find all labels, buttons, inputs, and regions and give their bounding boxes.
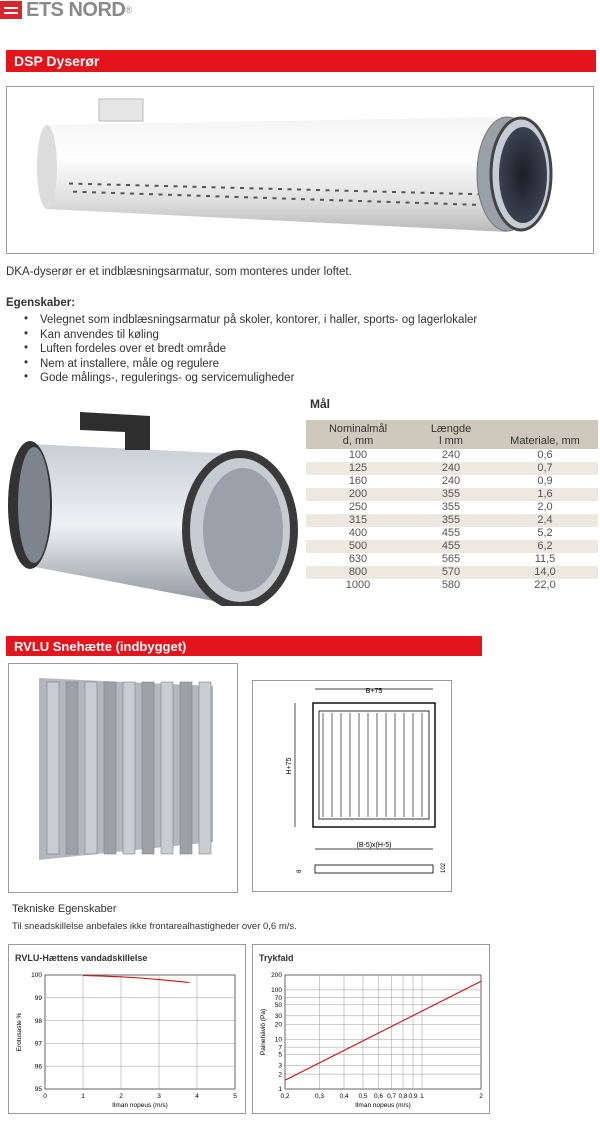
table-cell: 2,0 <box>537 501 553 513</box>
width-dimension-label: B+75 <box>365 688 383 695</box>
perforation-hole <box>292 198 296 200</box>
y-tick-label: 50 <box>274 1002 282 1010</box>
plot-area <box>45 975 235 1089</box>
perforation-hole <box>73 191 77 193</box>
depth-dimension-label: 102 <box>441 862 447 873</box>
x-axis-label: Ilman nopeus (m/s) <box>355 1102 411 1109</box>
louver-blade <box>123 682 135 854</box>
perforation-hole <box>102 192 106 194</box>
perforation-hole <box>330 199 334 201</box>
perforation-hole <box>107 184 111 186</box>
louver-blade <box>66 682 78 854</box>
brand-registered-mark: ® <box>125 5 132 15</box>
perforation-hole <box>216 195 220 197</box>
perforation-hole <box>240 187 244 189</box>
chart-title: RVLU-Hættens vandadskillelse <box>15 953 148 963</box>
louver-image <box>9 664 237 892</box>
perforation-hole <box>178 194 182 196</box>
chart-pressure-drop-frame <box>252 944 490 1114</box>
table-row <box>306 462 598 475</box>
list-item: • Luften fordeles over et bredt område <box>22 343 477 358</box>
table-cell: 240 <box>410 462 492 475</box>
table-cell: 355 <box>441 501 461 513</box>
perforation-hole <box>402 191 406 193</box>
louver-blade <box>85 682 97 854</box>
perforation-hole <box>307 189 311 191</box>
perforation-hole <box>269 188 273 190</box>
table-cell: 800 <box>306 566 410 579</box>
perforation-hole <box>392 191 396 193</box>
perforation-hole <box>430 192 434 194</box>
perforation-hole <box>449 192 453 194</box>
table-row <box>306 579 598 592</box>
perforation-hole <box>168 194 172 196</box>
y-tick-label: 70 <box>274 994 282 1002</box>
tech-heading: Tekniske Egenskaber <box>12 903 117 915</box>
chart-water-separation <box>9 945 245 1113</box>
table-cell: 240 <box>441 449 461 461</box>
perforation-hole <box>235 196 239 198</box>
y-tick-label: 7 <box>278 1044 282 1052</box>
louver-blade <box>180 682 192 854</box>
table-cell: 240 <box>441 475 461 487</box>
table-cell: 455 <box>410 540 492 553</box>
perforation-hole <box>231 187 235 189</box>
perforation-hole <box>193 186 197 188</box>
technical-drawing-frame <box>252 680 452 892</box>
col-material-header: Materiale, mm <box>492 420 598 449</box>
perforation-hole <box>345 190 349 192</box>
y-tick-label: 99 <box>34 995 42 1002</box>
perforation-hole <box>425 202 429 204</box>
chart-title: Trykfald <box>259 953 294 963</box>
table-cell: 0,6 <box>537 449 553 461</box>
y-tick-label: 100 <box>31 972 42 980</box>
tech-note: Til sneadskillelse anbefales ikke frontarealhastigheder over 0,6 m/s. <box>12 921 297 932</box>
x-tick-label: 3 <box>157 1093 161 1100</box>
perforation-hole <box>111 192 115 194</box>
perforation-hole <box>316 189 320 191</box>
plot-area <box>285 975 481 1089</box>
y-tick-label: 100 <box>271 987 282 995</box>
perforation-hole <box>278 188 282 190</box>
perforation-hole <box>126 184 130 186</box>
perforation-hole <box>297 189 301 191</box>
perforation-hole <box>159 194 163 196</box>
x-axis-label: Ilman nopeus (m/s) <box>112 1102 168 1109</box>
table-cell: 355 <box>410 488 492 501</box>
perforation-hole <box>197 195 201 197</box>
perforation-hole <box>69 183 73 185</box>
product-photo-frame <box>6 86 594 254</box>
perforation-hole <box>326 189 330 191</box>
table-row <box>306 514 598 527</box>
y-tick-label: 97 <box>34 1040 42 1048</box>
perforation-hole <box>254 197 258 199</box>
y-tick-label: 95 <box>34 1086 42 1094</box>
table-row <box>306 566 598 579</box>
table-cell: 0,7 <box>492 462 598 475</box>
col-nominal-header: Nominalmål d, mm <box>306 420 410 449</box>
table-header-row <box>306 420 598 449</box>
perforation-hole <box>92 191 96 193</box>
perforation-hole <box>164 185 168 187</box>
perforation-hole <box>145 185 149 187</box>
perforation-hole <box>368 200 372 202</box>
perforation-hole <box>174 185 178 187</box>
list-item: • Velegnet som indblæsningsarmatur på skoler, kontorer, i haller, sports- og lagerlokaler <box>22 314 477 329</box>
height-dimension-label: H+75 <box>286 757 293 775</box>
perforation-hole <box>364 190 368 192</box>
table-cell: 565 <box>441 553 461 565</box>
x-tick-label: 4 <box>195 1093 199 1100</box>
table-cell: 2,4 <box>492 514 598 527</box>
x-tick-label: 0,8 <box>398 1093 408 1100</box>
perforation-hole <box>212 186 216 188</box>
table-row <box>306 540 598 553</box>
perforation-hole <box>136 184 140 186</box>
x-tick-label: 0,4 <box>339 1093 349 1100</box>
nozzle-duct-image <box>7 87 593 253</box>
y-axis-label: Erotusaste % <box>16 1012 23 1052</box>
table-row <box>306 527 598 540</box>
perforation-hole <box>320 199 324 201</box>
table-cell: 455 <box>441 527 461 539</box>
y-tick-label: 3 <box>278 1062 282 1070</box>
brand-logo <box>0 0 132 20</box>
table-cell: 6,2 <box>492 540 598 553</box>
louver-blade <box>104 682 116 854</box>
y-tick-label: 10 <box>274 1036 282 1044</box>
perforation-hole <box>311 198 315 200</box>
y-tick-label: 2 <box>278 1071 282 1079</box>
x-tick-label: 0,6 <box>373 1093 384 1100</box>
perforation-hole <box>79 183 83 185</box>
technical-drawing <box>253 681 451 891</box>
perforation-hole <box>263 197 267 199</box>
col-length-header: Længde l mm <box>410 420 492 449</box>
louver-blade <box>161 682 173 854</box>
logo-mark-icon <box>0 1 22 19</box>
y-tick-label: 200 <box>271 972 282 980</box>
perforation-hole <box>472 204 476 206</box>
perforation-hole <box>288 188 292 190</box>
x-tick-label: 1 <box>420 1093 424 1100</box>
section-title-dsp: DSP Dyserør <box>6 50 596 72</box>
perforation-hole <box>459 193 463 195</box>
list-item: • Nem at installere, måle og regulere <box>22 358 477 373</box>
y-axis-label: Painehäviö (Pa) <box>260 1008 267 1056</box>
table-cell: 630 <box>348 553 368 565</box>
perforation-hole <box>387 201 391 203</box>
table-cell: 1,6 <box>492 488 598 501</box>
perforation-hole <box>121 192 125 194</box>
table-cell: 580 <box>441 579 461 591</box>
perforation-hole <box>354 190 358 192</box>
perforation-hole <box>206 195 210 197</box>
perforation-hole <box>187 194 191 196</box>
perforation-hole <box>349 200 353 202</box>
y-tick-label: 1 <box>278 1086 282 1094</box>
y-tick-label: 30 <box>274 1013 282 1021</box>
perforation-hole <box>440 192 444 194</box>
louver-blade <box>142 682 154 854</box>
table-cell: 5,2 <box>537 527 553 539</box>
perforation-hole <box>463 203 467 205</box>
perforation-hole <box>117 184 121 186</box>
perforation-hole <box>415 202 419 204</box>
table-cell: 200 <box>306 488 410 501</box>
chart-water-separation-frame <box>8 944 246 1114</box>
louver-blade <box>47 682 59 854</box>
x-tick-label: 0,9 <box>408 1093 418 1100</box>
features-heading: Egenskaber: <box>6 297 76 309</box>
list-item: • Gode målings-, regulerings- og servicemuligheder <box>22 372 477 387</box>
features-list <box>22 314 477 387</box>
perforation-hole <box>421 192 425 194</box>
section-title-rvlu: RVLU Snehætte (indbygget) <box>6 636 482 656</box>
perforation-hole <box>202 186 206 188</box>
list-item: • Kan anvendes til køling <box>22 329 477 344</box>
table-cell: 355 <box>410 514 492 527</box>
table-cell: 14,0 <box>492 566 598 579</box>
x-tick-label: 0,2 <box>280 1093 290 1100</box>
x-tick-label: 5 <box>233 1093 237 1100</box>
table-cell: 315 <box>306 514 410 527</box>
perforation-hole <box>250 187 254 189</box>
y-tick-label: 98 <box>34 1017 42 1025</box>
perforation-hole <box>149 193 153 195</box>
x-tick-label: 2 <box>479 1093 483 1100</box>
y-tick-label: 20 <box>274 1021 282 1029</box>
table-cell: 22,0 <box>534 579 556 591</box>
table-cell: 11,5 <box>534 553 556 565</box>
intro-text: DKA-dyserør er et indblæsningsarmatur, som monteres under loftet. <box>6 266 352 278</box>
side-dimension-label: 8 <box>297 869 303 873</box>
perforation-hole <box>358 200 362 202</box>
perforation-hole <box>273 197 277 199</box>
chart-pressure-drop <box>253 945 489 1113</box>
perforation-hole <box>259 188 263 190</box>
louver-blade <box>199 682 211 854</box>
y-tick-label: 5 <box>278 1051 282 1059</box>
table-cell: 250 <box>348 501 368 513</box>
table-row <box>306 553 598 566</box>
perforation-hole <box>244 196 248 198</box>
perforation-hole <box>221 187 225 189</box>
table-row <box>306 449 598 462</box>
damper-image <box>0 406 302 606</box>
perforation-hole <box>301 198 305 200</box>
x-tick-label: 0,5 <box>358 1093 368 1100</box>
perforation-hole <box>98 183 102 185</box>
perforation-hole <box>406 202 410 204</box>
x-tick-label: 1 <box>81 1093 85 1100</box>
brand-name: ETS NORD <box>26 0 126 21</box>
y-tick-label: 96 <box>34 1063 42 1071</box>
perforation-hole <box>83 191 87 193</box>
perforation-hole <box>396 201 400 203</box>
perforation-hole <box>155 185 159 187</box>
perforation-hole <box>453 203 457 205</box>
table-cell: 400 <box>348 527 368 539</box>
perforation-hole <box>130 193 134 195</box>
table-cell: 0,9 <box>537 475 553 487</box>
perforation-hole <box>183 186 187 188</box>
louver-photo-frame <box>8 663 238 893</box>
x-tick-label: 0,7 <box>387 1093 397 1100</box>
table-cell: 570 <box>410 566 492 579</box>
perforation-hole <box>282 198 286 200</box>
perforation-hole <box>88 183 92 185</box>
table-row <box>306 475 598 488</box>
perforation-hole <box>444 203 448 205</box>
table-cell: 125 <box>306 462 410 475</box>
perforation-hole <box>140 193 144 195</box>
perforation-hole <box>339 199 343 201</box>
perforation-hole <box>373 191 377 193</box>
perforation-hole <box>411 191 415 193</box>
perforation-hole <box>383 191 387 193</box>
table-cell: 1000 <box>345 579 371 591</box>
table-row <box>306 488 598 501</box>
table-cell: 160 <box>348 475 368 487</box>
x-tick-label: 0 <box>43 1093 47 1100</box>
table-cell: 100 <box>348 449 368 461</box>
x-tick-label: 0,3 <box>314 1093 325 1100</box>
perforation-hole <box>225 196 229 198</box>
perforation-hole <box>335 190 339 192</box>
table-cell: 500 <box>306 540 410 553</box>
perforation-hole <box>377 201 381 203</box>
inner-dimension-label: (B-5)x(H-5) <box>356 842 392 849</box>
x-tick-label: 2 <box>119 1093 123 1100</box>
dimensions-table <box>306 420 598 592</box>
table-row <box>306 501 598 514</box>
perforation-hole <box>434 202 438 204</box>
table-title: Mål <box>310 397 331 411</box>
perforation-hole <box>468 193 472 195</box>
